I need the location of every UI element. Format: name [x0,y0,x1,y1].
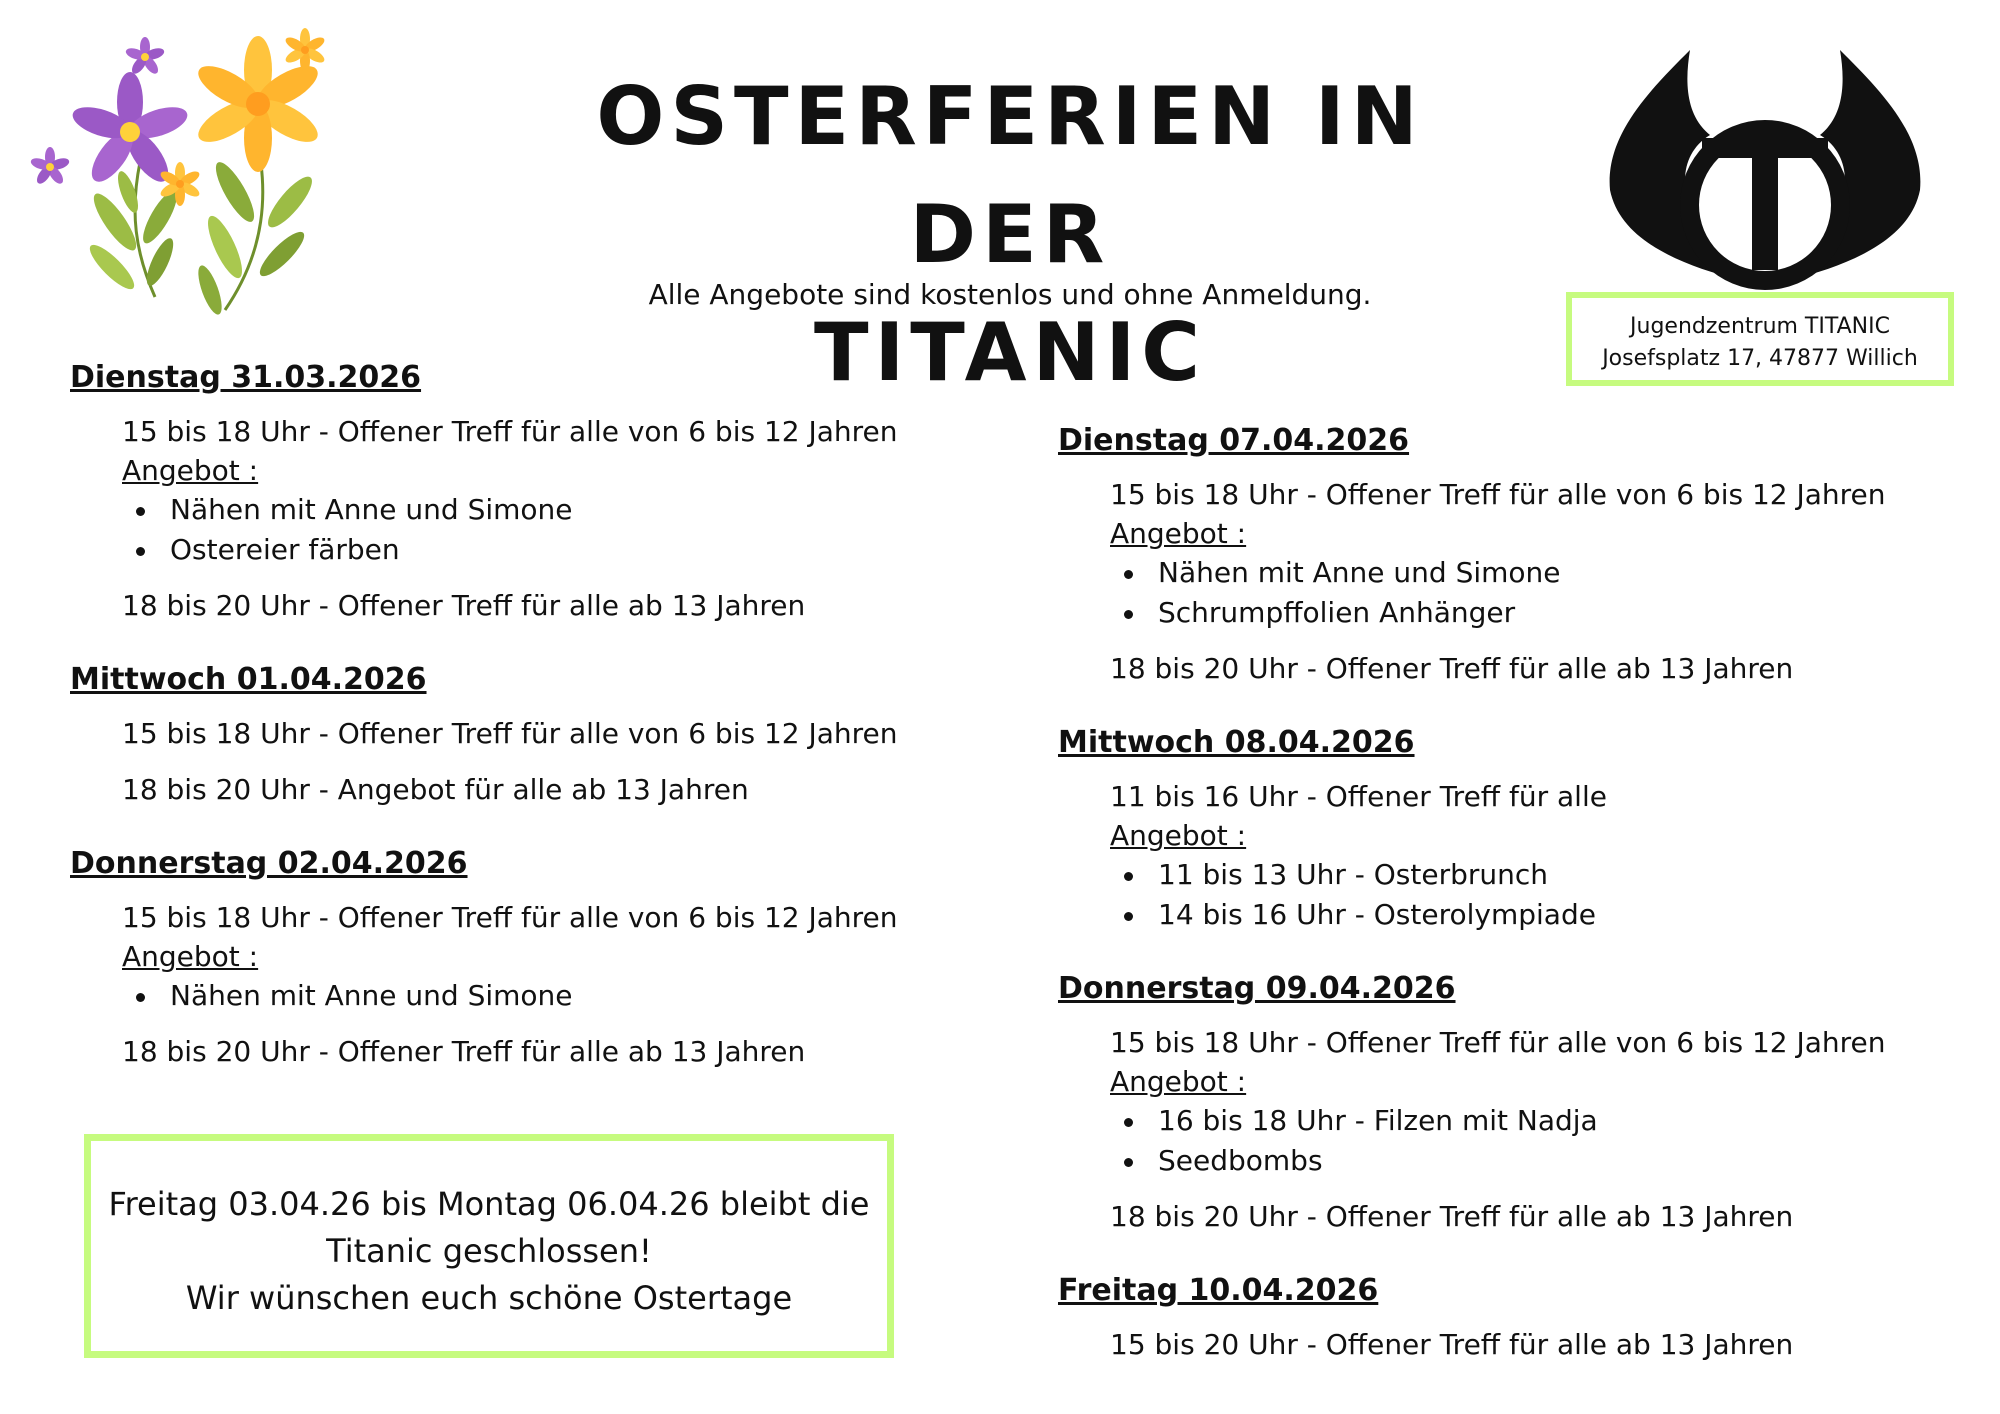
time-slot: 18 bis 20 Uhr - Offener Treff für alle ab 13 Jahren [122,1035,806,1068]
address-name: Jugendzentrum TITANIC [1630,314,1890,339]
day-dienstag-31-03 [70,358,930,626]
titanic-logo-icon [1590,40,1940,290]
schedule-left-column [70,358,930,1072]
time-slot: 15 bis 18 Uhr - Offener Treff für alle von 6 bis 12 Jahren [122,717,898,750]
address-box [1566,292,1954,386]
address-street: Josefsplatz 17, 47877 Willich [1602,346,1918,371]
flowers-icon [20,22,330,322]
day-title: Dienstag 31.03.2026 [70,360,422,395]
day-donnerstag-02-04 [70,844,930,1072]
day-title: Mittwoch 08.04.2026 [1058,725,1415,760]
time-slot: 11 bis 16 Uhr - Offener Treff für alle [1110,780,1607,813]
time-slot: 15 bis 20 Uhr - Offener Treff für alle ab 13 Jahren [1110,1328,1794,1361]
offer-item: 11 bis 13 Uhr - Osterbrunch [1110,855,1918,895]
title-line-1: OSTERFERIEN IN DER [596,70,1424,281]
time-slot: 15 bis 18 Uhr - Offener Treff für alle von 6 bis 12 Jahren [1110,1026,1886,1059]
offer-label: Angebot : [1110,1065,1247,1098]
offer-label: Angebot : [1110,819,1247,852]
day-mittwoch-01-04 [70,660,930,810]
day-title: Freitag 10.04.2026 [1058,1273,1379,1308]
closed-notice-line-2: Titanic geschlossen! [326,1232,652,1270]
offer-list [122,490,930,570]
offer-item: 14 bis 16 Uhr - Osterolympiade [1110,895,1918,935]
offer-list [1110,1101,1918,1181]
offer-item: Nähen mit Anne und Simone [122,490,930,530]
day-mittwoch-08-04 [1058,723,1918,935]
offer-item: Ostereier färben [122,530,930,570]
title-line-2: TITANIC [813,306,1207,399]
schedule-right-column [1058,421,1918,1365]
time-slot: 18 bis 20 Uhr - Offener Treff für alle ab 13 Jahren [122,589,806,622]
time-slot: 15 bis 18 Uhr - Offener Treff für alle von 6 bis 12 Jahren [122,415,898,448]
offer-list [122,976,930,1016]
day-dienstag-07-04 [1058,421,1918,689]
day-title: Donnerstag 02.04.2026 [70,846,468,881]
time-slot: 15 bis 18 Uhr - Offener Treff für alle von 6 bis 12 Jahren [1110,478,1886,511]
offer-item: Schrumpffolien Anhänger [1110,593,1918,633]
day-title: Mittwoch 01.04.2026 [70,662,427,697]
day-donnerstag-09-04 [1058,969,1918,1237]
offer-item: Nähen mit Anne und Simone [1110,553,1918,593]
time-slot: 18 bis 20 Uhr - Offener Treff für alle ab 13 Jahren [1110,652,1794,685]
offer-item: Nähen mit Anne und Simone [122,976,930,1016]
closed-notice-line-3: Wir wünschen euch schöne Ostertage [185,1279,793,1317]
day-title: Donnerstag 09.04.2026 [1058,971,1456,1006]
offer-item: Seedbombs [1110,1141,1918,1181]
day-title: Dienstag 07.04.2026 [1058,423,1410,458]
offer-label: Angebot : [122,454,259,487]
offer-label: Angebot : [122,940,259,973]
subtitle: Alle Angebote sind kostenlos und ohne Anmeldung. [648,278,1372,311]
offer-list [1110,855,1918,935]
time-slot: 18 bis 20 Uhr - Angebot für alle ab 13 Jahren [122,773,749,806]
offer-list [1110,553,1918,633]
day-freitag-10-04 [1058,1271,1918,1365]
time-slot: 15 bis 18 Uhr - Offener Treff für alle von 6 bis 12 Jahren [122,901,898,934]
offer-item: 16 bis 18 Uhr - Filzen mit Nadja [1110,1101,1918,1141]
closed-notice-box [84,1134,894,1358]
offer-label: Angebot : [1110,517,1247,550]
time-slot: 18 bis 20 Uhr - Offener Treff für alle ab 13 Jahren [1110,1200,1794,1233]
closed-notice-line-1: Freitag 03.04.26 bis Montag 06.04.26 bleibt die [108,1185,870,1223]
